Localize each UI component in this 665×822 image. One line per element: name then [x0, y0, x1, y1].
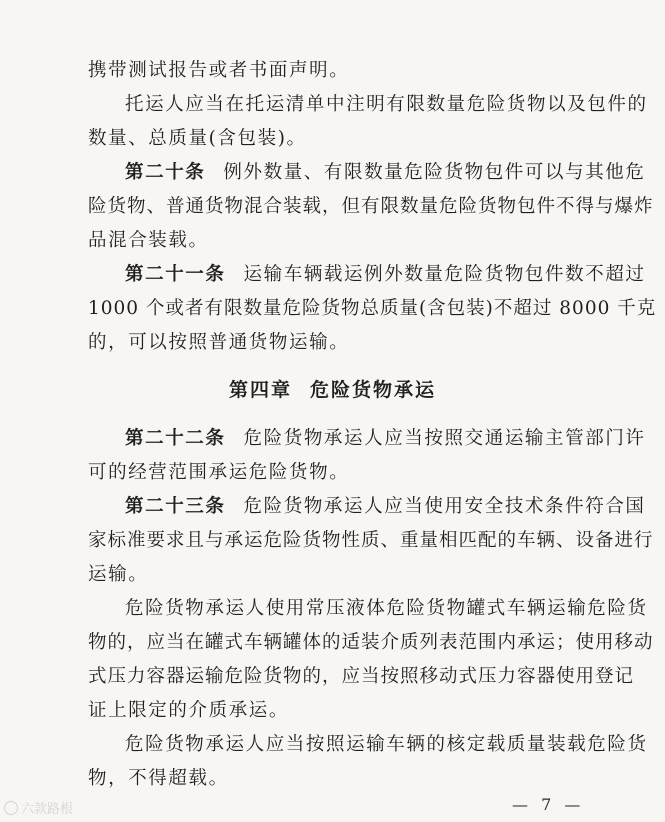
text-line: [125, 596, 648, 622]
article-20-line: [125, 160, 646, 186]
text-line: [88, 460, 349, 486]
chapter-title: 危险货物承运: [310, 379, 437, 401]
line-text: 家标准要求且与承运危险货物性质、重量相匹配的车辆、设备进行: [88, 530, 654, 551]
text-line: [88, 528, 654, 554]
line-text: 品混合装载。: [88, 230, 209, 251]
article-21-line: [125, 262, 646, 288]
page-number: — 7 —: [512, 795, 585, 814]
line-text: 危险货物承运人应当使用安全技术条件符合国: [243, 496, 646, 517]
article-label: 第二十条: [125, 162, 206, 183]
text-line: [88, 194, 654, 220]
article-22-line: [125, 426, 646, 452]
chapter-heading: [0, 377, 665, 403]
text-line: [88, 630, 654, 656]
line-text: 数量、总质量(含包装)。: [88, 128, 307, 149]
line-text: 的，可以按照普通货物运输。: [88, 332, 350, 353]
text-line: [88, 58, 349, 84]
line-text: 危险货物承运人使用常压液体危险货物罐式车辆运输危险货: [125, 598, 648, 619]
watermark-text: 六款路根: [21, 802, 74, 817]
line-text: 物，不得超载。: [88, 768, 229, 789]
line-text: 物的，应当在罐式车辆罐体的适装介质列表范围内承运；使用移动: [88, 632, 654, 653]
circle-logo-icon: [4, 801, 18, 815]
line-text: 1000 个或者有限数量危险货物总质量(含包装)不超过 8000 千克: [88, 298, 657, 319]
line-text: 式压力容器运输危险货物的，应当按照移动式压力容器使用登记: [88, 666, 635, 687]
text-line: [88, 766, 229, 792]
line-text: 危险货物承运人应当按照交通运输主管部门许: [243, 428, 646, 449]
line-text: 可的经营范围承运危险货物。: [88, 462, 350, 483]
text-line: [88, 296, 656, 322]
article-23-line: [125, 494, 646, 520]
line-text: 危险货物承运人应当按照运输车辆的核定载质量装载危险货: [125, 734, 648, 755]
text-line: [88, 228, 209, 254]
text-line: [88, 562, 148, 588]
line-text: 证上限定的介质承运。: [88, 700, 290, 721]
article-label: 第二十一条: [125, 264, 226, 285]
line-text: 运输。: [88, 564, 149, 585]
line-text: 例外数量、有限数量危险货物包件可以与其他危: [223, 162, 646, 183]
text-line: [88, 698, 289, 724]
text-line: [125, 92, 648, 118]
text-line: [88, 126, 307, 152]
watermark: [4, 798, 73, 817]
article-label: 第二十三条: [125, 496, 226, 517]
line-text: 运输车辆载运例外数量危险货物包件数不超过: [243, 264, 646, 285]
text-line: [88, 664, 634, 690]
text-line: [125, 732, 648, 758]
line-text: 托运人应当在托运清单中注明有限数量危险货物以及包件的: [125, 94, 648, 115]
line-text: 携带测试报告或者书面声明。: [88, 60, 350, 81]
text-line: [88, 330, 349, 356]
chapter-number: 第四章: [228, 379, 292, 401]
article-label: 第二十二条: [125, 428, 226, 449]
line-text: 险货物、普通货物混合装载，但有限数量危险货物包件不得与爆炸: [88, 196, 654, 217]
